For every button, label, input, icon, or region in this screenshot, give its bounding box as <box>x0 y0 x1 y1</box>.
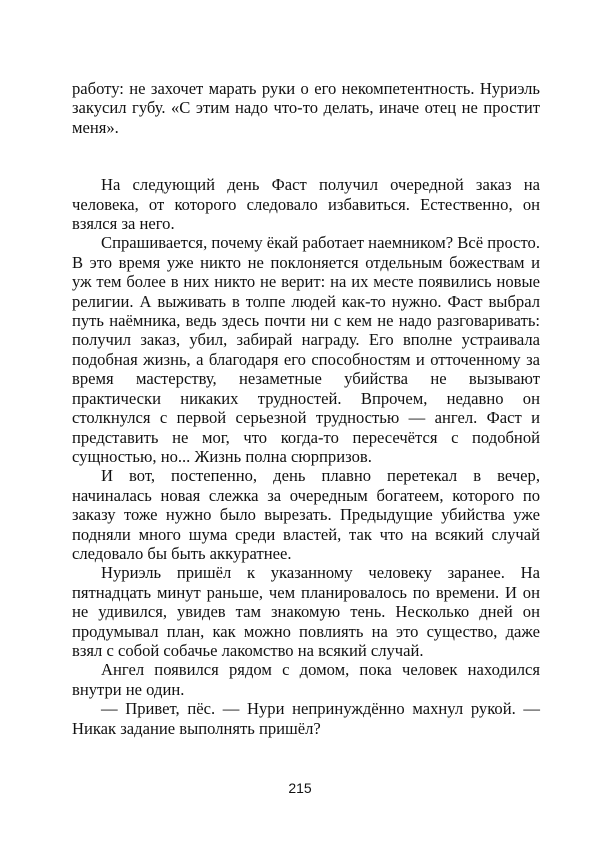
paragraph-dialogue: — Привет, пёс. — Нури непринуждённо махнул рукой. — Никак задание выполнять пришёл? <box>72 699 540 738</box>
page-text <box>72 79 540 738</box>
paragraph: Нуриэль пришёл к указанному человеку заранее. На пятнадцать минут раньше, чем планировалось по времени. И он не удивился, увидев там знакомую тень. Несколько дней он продумывал план, как можно повлиять на это существо, даже взял с собой собачье лакомство на всякий случай. <box>72 563 540 660</box>
paragraph: И вот, постепенно, день плавно перетекал в вечер, начиналась новая слежка за очередным богатеем, которого по заказу тоже нужно было вырезать. Предыдущие убийства уже подняли много шума среди властей, так что на всякий случай следовало бы быть аккуратнее. <box>72 466 540 563</box>
paragraph-continuation: работу: не захочет марать руки о его некомпетентность. Нуриэль закусил губу. «С этим надо что-то делать, иначе отец не простит меня». <box>72 79 540 137</box>
page-number: 215 <box>288 780 312 796</box>
paragraph-gap <box>72 137 540 175</box>
paragraph: Ангел появился рядом с домом, пока человек находился внутри не один. <box>72 660 540 699</box>
paragraph: Спрашивается, почему ёкай работает наемником? Всё просто. В это время уже никто не поклоняется отдельным божествам и уж тем более в них никто не верит: на их месте появились новые религии. А выживать в толпе людей как-то нужно. Фаст выбрал путь наёмника, ведь здесь почти ни с кем не надо разговаривать: получил заказ, убил, забирай награду. Его вполне устраивала подобная жизнь, а благодаря его способностям и отточенному за время мастерству, незаметные убийства не вызывают практически никаких трудностей. Впрочем, недавно он столкнулся с первой серьезной трудностью — ангел. Фаст и представить не мог, что когда-то пересечётся с подобной сущностью, но... Жизнь полна сюрпризов. <box>72 233 540 466</box>
paragraph: На следующий день Фаст получил очередной заказ на человека, от которого следовало избавиться. Естественно, он взялся за него. <box>72 175 540 234</box>
